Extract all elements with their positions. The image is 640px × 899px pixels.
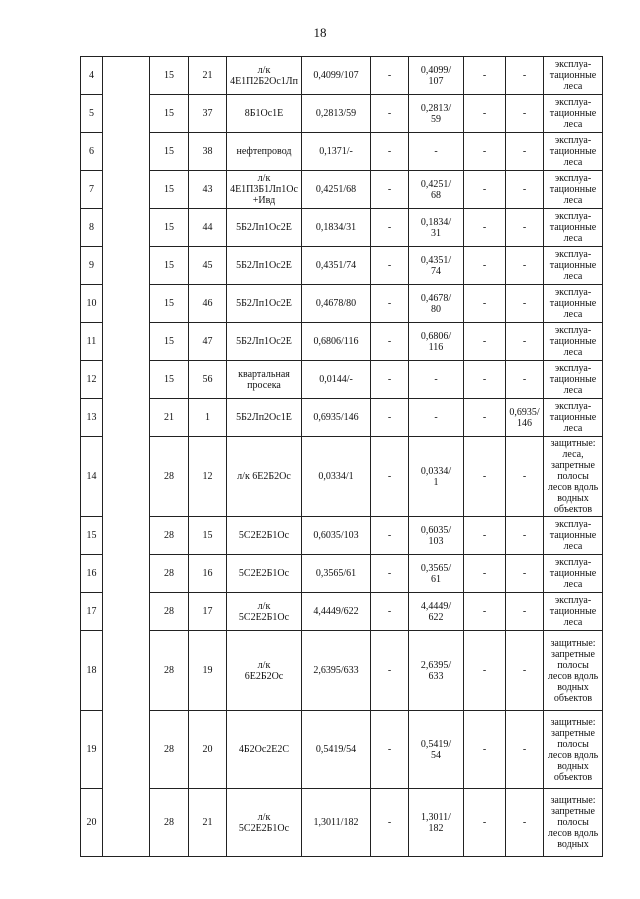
- column-1-cell: -: [371, 247, 409, 285]
- column-1-cell: -: [371, 95, 409, 133]
- quarter-cell: 21: [150, 399, 189, 437]
- purpose-cell: эксплуа- тационные леса: [544, 399, 603, 437]
- quarter-cell: 28: [150, 631, 189, 711]
- table-row: [81, 711, 603, 789]
- row-number-cell: 10: [81, 285, 103, 323]
- description-cell: 5Б2Лп1Ос2Е: [227, 285, 302, 323]
- quarter-cell: 15: [150, 361, 189, 399]
- purpose-cell: эксплуа- тационные леса: [544, 361, 603, 399]
- quarter-cell: 15: [150, 209, 189, 247]
- table-row: [81, 789, 603, 857]
- section-cell: 17: [189, 593, 227, 631]
- quarter-cell: 15: [150, 133, 189, 171]
- purpose-cell: эксплуа- тационные леса: [544, 133, 603, 171]
- column-3-cell: -: [464, 247, 506, 285]
- description-cell: л/к 4Е1П2Б2Ос1Лп: [227, 57, 302, 95]
- description-cell: л/к 5С2Е2Б1Ос: [227, 789, 302, 857]
- row-number-cell: 18: [81, 631, 103, 711]
- area-cell: 1,3011/182: [302, 789, 371, 857]
- column-4-cell: -: [506, 593, 544, 631]
- section-cell: 15: [189, 517, 227, 555]
- row-number-cell: 11: [81, 323, 103, 361]
- purpose-cell: эксплуа- тационные леса: [544, 555, 603, 593]
- quarter-cell: 28: [150, 789, 189, 857]
- blank-column-cell: [103, 57, 150, 857]
- purpose-cell: эксплуа- тационные леса: [544, 285, 603, 323]
- column-4-cell: -: [506, 95, 544, 133]
- area-cell: 0,3565/61: [302, 555, 371, 593]
- description-cell: 8Б1Ос1Е: [227, 95, 302, 133]
- column-2-cell: -: [409, 361, 464, 399]
- column-3-cell: -: [464, 631, 506, 711]
- row-number-cell: 13: [81, 399, 103, 437]
- column-4-cell: -: [506, 711, 544, 789]
- quarter-cell: 28: [150, 711, 189, 789]
- column-2-cell: 0,4351/ 74: [409, 247, 464, 285]
- column-4-cell: -: [506, 247, 544, 285]
- area-cell: 2,6395/633: [302, 631, 371, 711]
- column-2-cell: 0,5419/ 54: [409, 711, 464, 789]
- section-cell: 12: [189, 437, 227, 517]
- area-cell: 0,5419/54: [302, 711, 371, 789]
- row-number-cell: 7: [81, 171, 103, 209]
- description-cell: 5Б2Лп1Ос2Е: [227, 209, 302, 247]
- column-1-cell: -: [371, 57, 409, 95]
- table-row: [81, 437, 603, 517]
- column-1-cell: -: [371, 361, 409, 399]
- purpose-cell: эксплуа- тационные леса: [544, 247, 603, 285]
- section-cell: 47: [189, 323, 227, 361]
- purpose-cell: эксплуа- тационные леса: [544, 95, 603, 133]
- purpose-cell: защитные: запретные полосы лесов вдоль водных объектов: [544, 711, 603, 789]
- purpose-cell: эксплуа- тационные леса: [544, 57, 603, 95]
- column-1-cell: -: [371, 631, 409, 711]
- table-row: [81, 399, 603, 437]
- column-3-cell: -: [464, 95, 506, 133]
- column-1-cell: -: [371, 517, 409, 555]
- column-2-cell: 0,6806/ 116: [409, 323, 464, 361]
- area-cell: 0,4099/107: [302, 57, 371, 95]
- area-cell: 0,4678/80: [302, 285, 371, 323]
- column-2-cell: 0,2813/ 59: [409, 95, 464, 133]
- description-cell: 4Б2Ос2Е2С: [227, 711, 302, 789]
- table-row: [81, 247, 603, 285]
- quarter-cell: 15: [150, 285, 189, 323]
- description-cell: 5Б2Лп2Ос1Е: [227, 399, 302, 437]
- table-row: [81, 631, 603, 711]
- column-2-cell: 0,4099/ 107: [409, 57, 464, 95]
- area-cell: 0,6935/146: [302, 399, 371, 437]
- column-3-cell: -: [464, 361, 506, 399]
- row-number-cell: 5: [81, 95, 103, 133]
- section-cell: 38: [189, 133, 227, 171]
- column-2-cell: 0,4678/ 80: [409, 285, 464, 323]
- area-cell: 0,0334/1: [302, 437, 371, 517]
- quarter-cell: 28: [150, 555, 189, 593]
- row-number-cell: 8: [81, 209, 103, 247]
- column-1-cell: -: [371, 285, 409, 323]
- column-4-cell: -: [506, 285, 544, 323]
- description-cell: квартальная просека: [227, 361, 302, 399]
- column-4-cell: 0,6935/ 146: [506, 399, 544, 437]
- description-cell: л/к 5С2Е2Б1Ос: [227, 593, 302, 631]
- column-3-cell: -: [464, 711, 506, 789]
- table-row: [81, 285, 603, 323]
- area-cell: 0,0144/-: [302, 361, 371, 399]
- column-1-cell: -: [371, 171, 409, 209]
- section-cell: 37: [189, 95, 227, 133]
- description-cell: 5С2Е2Б1Ос: [227, 555, 302, 593]
- column-1-cell: -: [371, 789, 409, 857]
- column-3-cell: -: [464, 285, 506, 323]
- table-row: [81, 361, 603, 399]
- row-number-cell: 17: [81, 593, 103, 631]
- area-cell: 0,4251/68: [302, 171, 371, 209]
- column-3-cell: -: [464, 171, 506, 209]
- description-cell: 5Б2Лп1Ос2Е: [227, 323, 302, 361]
- area-cell: 0,1834/31: [302, 209, 371, 247]
- section-cell: 56: [189, 361, 227, 399]
- quarter-cell: 15: [150, 95, 189, 133]
- column-3-cell: -: [464, 209, 506, 247]
- table-row: [81, 517, 603, 555]
- description-cell: 5Б2Лп1Ос2Е: [227, 247, 302, 285]
- column-2-cell: 0,4251/ 68: [409, 171, 464, 209]
- column-1-cell: -: [371, 437, 409, 517]
- quarter-cell: 28: [150, 517, 189, 555]
- column-1-cell: -: [371, 555, 409, 593]
- table-row: [81, 57, 603, 95]
- section-cell: 43: [189, 171, 227, 209]
- column-2-cell: -: [409, 133, 464, 171]
- column-2-cell: 1,3011/ 182: [409, 789, 464, 857]
- column-4-cell: -: [506, 171, 544, 209]
- quarter-cell: 28: [150, 437, 189, 517]
- row-number-cell: 15: [81, 517, 103, 555]
- column-4-cell: -: [506, 209, 544, 247]
- section-cell: 45: [189, 247, 227, 285]
- table-row: [81, 323, 603, 361]
- column-3-cell: -: [464, 789, 506, 857]
- column-2-cell: 4,4449/ 622: [409, 593, 464, 631]
- section-cell: 44: [189, 209, 227, 247]
- section-cell: 21: [189, 789, 227, 857]
- column-1-cell: -: [371, 209, 409, 247]
- column-4-cell: -: [506, 57, 544, 95]
- row-number-cell: 14: [81, 437, 103, 517]
- table-row: [81, 95, 603, 133]
- row-number-cell: 9: [81, 247, 103, 285]
- table-row: [81, 593, 603, 631]
- column-1-cell: -: [371, 399, 409, 437]
- area-cell: 0,6035/103: [302, 517, 371, 555]
- column-4-cell: -: [506, 323, 544, 361]
- table-row: [81, 555, 603, 593]
- column-4-cell: -: [506, 555, 544, 593]
- column-2-cell: 2,6395/ 633: [409, 631, 464, 711]
- page-number: 18: [313, 25, 327, 40]
- purpose-cell: защитные: запретные полосы лесов вдоль водных объектов: [544, 631, 603, 711]
- purpose-cell: эксплуа- тационные леса: [544, 593, 603, 631]
- column-4-cell: -: [506, 361, 544, 399]
- table-row: [81, 209, 603, 247]
- column-1-cell: -: [371, 133, 409, 171]
- purpose-cell: эксплуа- тационные леса: [544, 209, 603, 247]
- section-cell: 46: [189, 285, 227, 323]
- section-cell: 16: [189, 555, 227, 593]
- table-row: [81, 171, 603, 209]
- area-cell: 0,2813/59: [302, 95, 371, 133]
- area-cell: 0,1371/-: [302, 133, 371, 171]
- row-number-cell: 6: [81, 133, 103, 171]
- column-3-cell: -: [464, 57, 506, 95]
- quarter-cell: 15: [150, 171, 189, 209]
- row-number-cell: 12: [81, 361, 103, 399]
- description-cell: л/к 6Е2Б2Ос: [227, 437, 302, 517]
- quarter-cell: 28: [150, 593, 189, 631]
- area-cell: 0,4351/74: [302, 247, 371, 285]
- table-row: [81, 133, 603, 171]
- purpose-cell: эксплуа- тационные леса: [544, 171, 603, 209]
- quarter-cell: 15: [150, 247, 189, 285]
- column-4-cell: -: [506, 789, 544, 857]
- column-3-cell: -: [464, 555, 506, 593]
- purpose-cell: эксплуа- тационные леса: [544, 517, 603, 555]
- column-1-cell: -: [371, 323, 409, 361]
- area-cell: 4,4449/622: [302, 593, 371, 631]
- purpose-cell: защитные: запретные полосы лесов вдоль водных: [544, 789, 603, 857]
- column-2-cell: 0,0334/ 1: [409, 437, 464, 517]
- column-3-cell: -: [464, 437, 506, 517]
- forest-plots-table: [80, 56, 603, 857]
- column-2-cell: -: [409, 399, 464, 437]
- column-4-cell: -: [506, 631, 544, 711]
- column-3-cell: -: [464, 323, 506, 361]
- quarter-cell: 15: [150, 323, 189, 361]
- section-cell: 19: [189, 631, 227, 711]
- description-cell: 5С2Е2Б1Ос: [227, 517, 302, 555]
- row-number-cell: 16: [81, 555, 103, 593]
- column-3-cell: -: [464, 517, 506, 555]
- column-4-cell: -: [506, 437, 544, 517]
- description-cell: л/к 4Е1П3Б1Лп1Ос +Ивд: [227, 171, 302, 209]
- column-1-cell: -: [371, 593, 409, 631]
- quarter-cell: 15: [150, 57, 189, 95]
- row-number-cell: 20: [81, 789, 103, 857]
- column-2-cell: 0,1834/ 31: [409, 209, 464, 247]
- column-2-cell: 0,6035/ 103: [409, 517, 464, 555]
- column-2-cell: 0,3565/ 61: [409, 555, 464, 593]
- purpose-cell: эксплуа- тационные леса: [544, 323, 603, 361]
- section-cell: 20: [189, 711, 227, 789]
- section-cell: 21: [189, 57, 227, 95]
- column-3-cell: -: [464, 133, 506, 171]
- description-cell: нефтепровод: [227, 133, 302, 171]
- purpose-cell: защитные: леса, запретные полосы лесов вдоль водных объектов: [544, 437, 603, 517]
- row-number-cell: 19: [81, 711, 103, 789]
- row-number-cell: 4: [81, 57, 103, 95]
- section-cell: 1: [189, 399, 227, 437]
- area-cell: 0,6806/116: [302, 323, 371, 361]
- column-1-cell: -: [371, 711, 409, 789]
- description-cell: л/к 6Е2Б2Ос: [227, 631, 302, 711]
- column-4-cell: -: [506, 517, 544, 555]
- column-3-cell: -: [464, 399, 506, 437]
- column-4-cell: -: [506, 133, 544, 171]
- column-3-cell: -: [464, 593, 506, 631]
